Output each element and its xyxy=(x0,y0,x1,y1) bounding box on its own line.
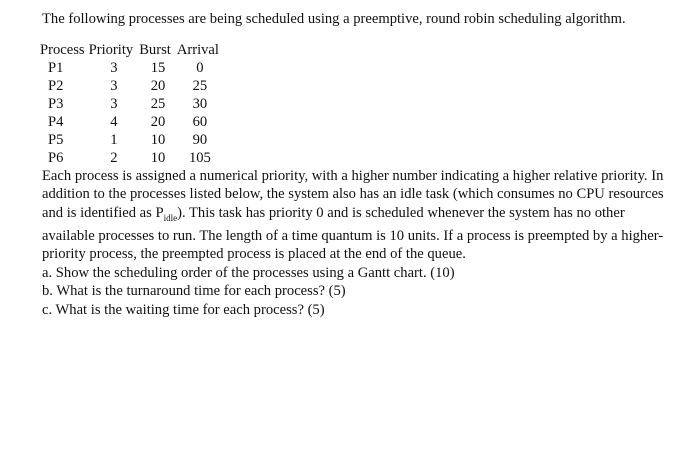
table-row xyxy=(40,77,223,95)
cell-priority: 3 xyxy=(110,77,118,94)
cell-process: P3 xyxy=(48,95,64,112)
cell-arrival: 30 xyxy=(192,95,208,112)
cell-burst: 20 xyxy=(150,77,166,94)
question-b: b. What is the turnaround time for each process? (5) xyxy=(42,283,346,300)
cell-priority: 4 xyxy=(110,113,118,130)
cell-priority: 3 xyxy=(110,95,118,112)
cell-process: P1 xyxy=(48,59,64,76)
header-arrival: Arrival xyxy=(176,41,219,58)
cell-burst: 10 xyxy=(150,131,166,148)
idle-subscript: idle xyxy=(163,212,178,223)
cell-priority: 1 xyxy=(110,131,118,148)
process-table-header xyxy=(40,41,223,59)
process-table xyxy=(40,41,223,167)
cell-burst: 20 xyxy=(150,113,166,130)
header-priority: Priority xyxy=(88,41,134,58)
cell-burst: 10 xyxy=(150,149,166,166)
cell-arrival: 105 xyxy=(188,149,211,166)
cell-process: P5 xyxy=(48,131,64,148)
cell-burst: 25 xyxy=(150,95,166,112)
header-burst: Burst xyxy=(139,41,171,58)
table-row xyxy=(40,59,223,77)
table-row xyxy=(40,95,223,113)
cell-process: P6 xyxy=(48,149,64,166)
cell-process: P2 xyxy=(48,77,64,94)
question-a: a. Show the scheduling order of the processes using a Gantt chart. (10) xyxy=(42,264,455,281)
description-paragraph xyxy=(42,167,672,264)
question-list xyxy=(42,264,672,320)
cell-arrival: 25 xyxy=(192,77,208,94)
cell-arrival: 90 xyxy=(192,131,208,148)
cell-arrival: 0 xyxy=(196,59,204,76)
intro-text: The following processes are being scheduled using a preemptive, round robin scheduling algorithm. xyxy=(42,11,626,27)
description-part1: Each process is assigned a numerical priority, with a higher number indicating a higher relative priority. In addition to the processes listed below, the system also has an idle task (which consumes no CPU resources and is identified as P xyxy=(42,167,664,221)
problem-document xyxy=(42,10,672,319)
cell-priority: 3 xyxy=(110,59,118,76)
cell-priority: 2 xyxy=(110,149,118,166)
table-row xyxy=(40,113,223,131)
question-c: c. What is the waiting time for each process? (5) xyxy=(42,301,325,318)
cell-arrival: 60 xyxy=(192,113,208,130)
cell-burst: 15 xyxy=(150,59,166,76)
table-row xyxy=(40,149,223,167)
description-part2: ). This task has priority 0 and is scheduled whenever the system has no other available processes to run. The length of a time quantum is 10 units. If a process is preempted by a higher-priority process, the preempted process is placed at the end of the queue. xyxy=(42,204,664,263)
cell-process: P4 xyxy=(48,113,64,130)
table-row xyxy=(40,131,223,149)
header-process: Process xyxy=(40,41,85,58)
